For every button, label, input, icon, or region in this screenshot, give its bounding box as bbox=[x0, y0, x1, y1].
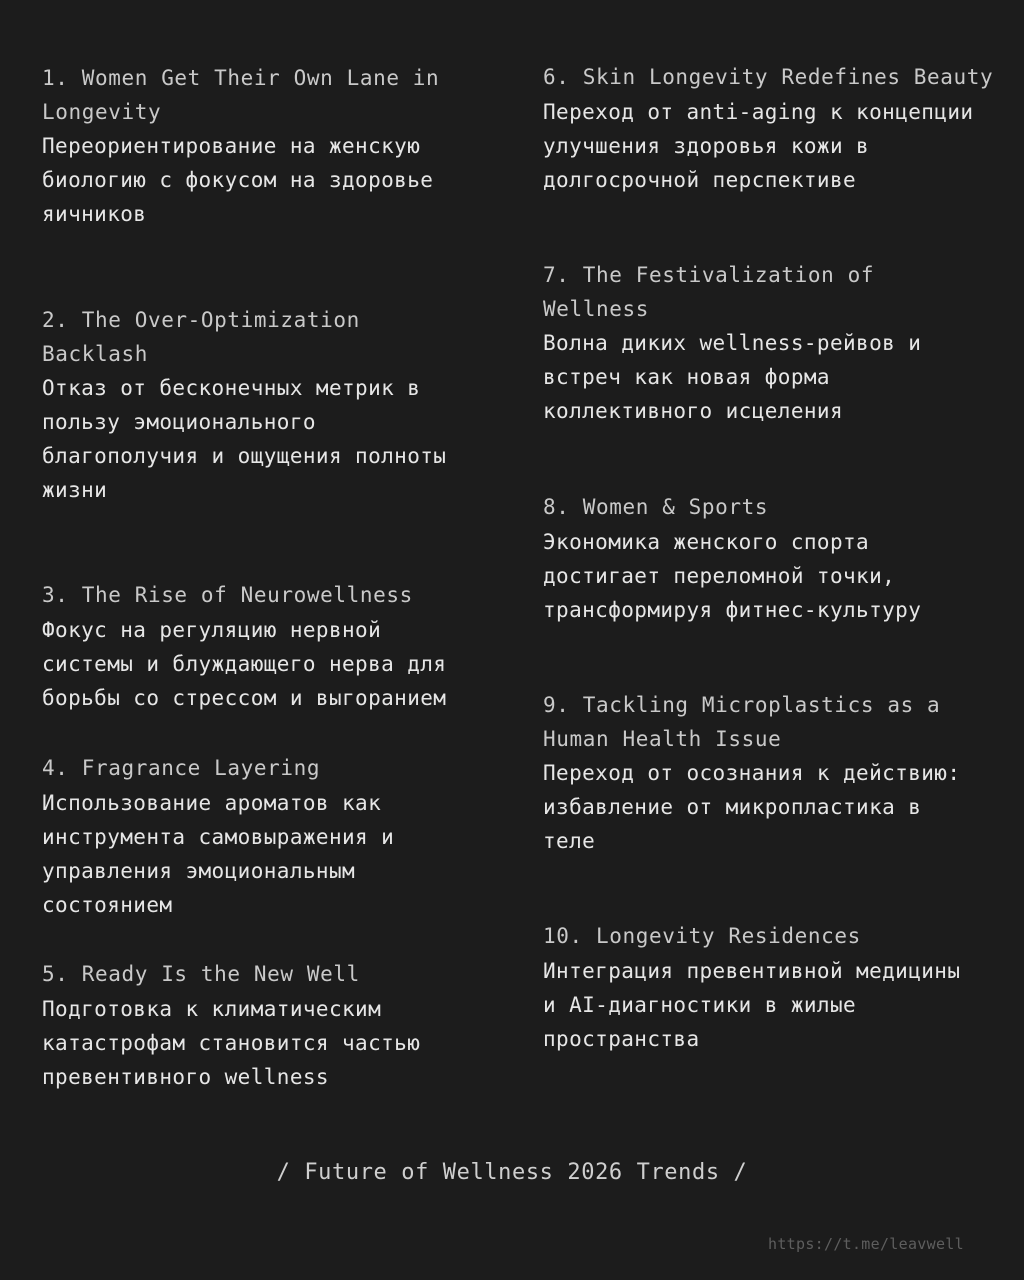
trend-description: Переход от осознания к действию: избавление от микропластика в теле bbox=[543, 761, 961, 853]
trend-item-9 bbox=[543, 689, 1013, 858]
trend-item-5 bbox=[42, 958, 512, 1094]
trend-title: 10. Longevity Residences bbox=[543, 924, 861, 948]
trend-item-8 bbox=[543, 491, 1013, 627]
trend-title: 7. The Festivalization of Wellness bbox=[543, 263, 875, 321]
trend-description: Экономика женского спорта достигает переломной точки, трансформируя фитнес-культуру bbox=[543, 529, 922, 622]
trend-description: Переориентирование на женскую биологию с фокусом на здоровье яичников bbox=[42, 134, 434, 226]
trend-title: 6. Skin Longevity Redefines Beauty bbox=[543, 65, 994, 89]
trend-title: 3. The Rise of Neurowellness bbox=[42, 583, 413, 607]
trend-description: Интеграция превентивной медицины и AI-диагностики в жилые пространства bbox=[543, 958, 961, 1051]
trend-title: 8. Women & Sports bbox=[543, 495, 769, 519]
footer-title: / Future of Wellness 2026 Trends / bbox=[276, 1160, 748, 1185]
trend-description: Переход от anti-aging к концепции улучшения здоровья кожи в долгосрочной перспективе bbox=[543, 99, 974, 192]
trend-title: 1. Women Get Their Own Lane in Longevity bbox=[42, 66, 440, 124]
trend-item-6 bbox=[543, 61, 1013, 197]
trend-title: 5. Ready Is the New Well bbox=[42, 962, 360, 986]
trend-item-10 bbox=[543, 920, 1013, 1056]
trend-item-1 bbox=[42, 62, 512, 231]
trend-item-3 bbox=[42, 579, 512, 715]
trend-title: 9. Tackling Microplastics as a Human Health Issue bbox=[543, 693, 941, 751]
trend-item-2 bbox=[42, 304, 512, 507]
trend-description: Использование ароматов как инструмента самовыражения и управления эмоциональным состоянием bbox=[42, 790, 395, 917]
trend-item-7 bbox=[543, 259, 1013, 428]
telegram-link[interactable]: https://t.me/leavwell bbox=[768, 1235, 964, 1253]
trend-title: 2. The Over-Optimization Backlash bbox=[42, 308, 360, 366]
trend-description: Фокус на регуляцию нервной системы и блуждающего нерва для борьбы со стрессом и выгоранием bbox=[42, 617, 447, 710]
trend-description: Волна диких wellness-рейвов и встреч как новая форма коллективного исцеления bbox=[543, 331, 922, 423]
trend-item-4 bbox=[42, 752, 512, 922]
trend-description: Отказ от бесконечных метрик в пользу эмоционального благополучия и ощущения полноты жизни bbox=[42, 376, 447, 502]
trend-title: 4. Fragrance Layering bbox=[42, 756, 321, 780]
trend-description: Подготовка к климатическим катастрофам становится частью превентивного wellness bbox=[42, 996, 421, 1089]
